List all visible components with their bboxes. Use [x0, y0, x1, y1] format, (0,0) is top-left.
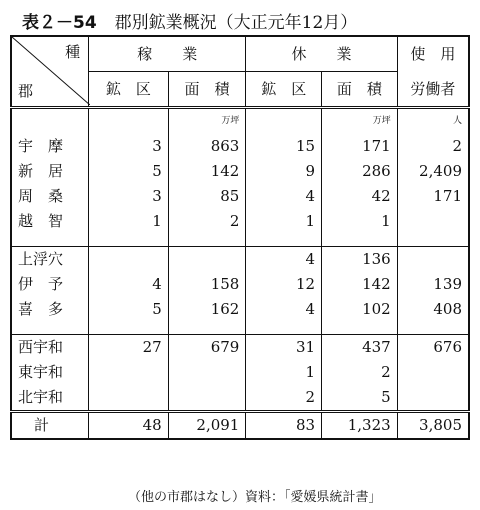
cell-c4: 142 [322, 272, 398, 297]
cell-c2 [168, 360, 246, 385]
cell-c2 [168, 247, 246, 273]
header-workers-bottom: 労働者 [397, 72, 469, 108]
cell-c3: 2 [246, 385, 322, 412]
cell-c4: 1,323 [322, 412, 398, 440]
table-caption: 郡別鉱業概況（大正元年12月） [114, 13, 358, 33]
header-active-mines: 鉱 区 [89, 72, 169, 108]
cell-c1: 1 [89, 209, 169, 234]
table-row [11, 247, 469, 273]
cell-c4: 437 [322, 335, 398, 361]
corner-county: 郡 [18, 82, 34, 100]
cell-c3: 15 [246, 134, 322, 159]
cell-c2: 162 [168, 297, 246, 322]
table-row [11, 335, 469, 361]
county-name: 計 [34, 416, 50, 434]
cell-c5 [397, 209, 469, 234]
cell-c5: 171 [397, 184, 469, 209]
cell-c2: 2,091 [168, 412, 246, 440]
table-row [11, 209, 469, 234]
cell-c3: 4 [246, 297, 322, 322]
cell-c2: 679 [168, 335, 246, 361]
cell-c3: 4 [246, 247, 322, 273]
cell-c1: 4 [89, 272, 169, 297]
cell-c1: 5 [89, 159, 169, 184]
table-number: 表２－54 [22, 13, 97, 33]
table-row [11, 360, 469, 385]
table-title [22, 8, 357, 33]
header-active: 稼 業 [89, 36, 246, 72]
cell-c1 [89, 360, 169, 385]
table-row [11, 184, 469, 209]
cell-c4: 2 [322, 360, 398, 385]
header-idle: 休 業 [246, 36, 397, 72]
unit-row [11, 108, 469, 135]
cell-c5 [397, 360, 469, 385]
cell-c1: 3 [89, 184, 169, 209]
county-name: 越 智 [18, 212, 64, 230]
table-row [11, 134, 469, 159]
cell-c3: 12 [246, 272, 322, 297]
county-name: 伊 予 [18, 275, 64, 293]
cell-c4: 102 [322, 297, 398, 322]
table-row [11, 297, 469, 322]
cell-c1: 3 [89, 134, 169, 159]
corner-kind: 種 [65, 43, 81, 61]
table-row [11, 385, 469, 412]
cell-c3: 4 [246, 184, 322, 209]
cell-c2: 2 [168, 209, 246, 234]
table-row [11, 272, 469, 297]
cell-c5: 2,409 [397, 159, 469, 184]
unit-workers: 人 [397, 108, 469, 135]
mining-table [10, 35, 470, 440]
county-name: 喜 多 [18, 300, 64, 318]
unit-area-idle: 万坪 [322, 108, 398, 135]
county-name: 東宇和 [18, 363, 64, 381]
cell-c3: 83 [246, 412, 322, 440]
header-idle-area: 面 積 [322, 72, 398, 108]
county-name: 新 居 [18, 162, 64, 180]
cell-c4: 171 [322, 134, 398, 159]
cell-c4: 136 [322, 247, 398, 273]
cell-c3: 31 [246, 335, 322, 361]
county-name: 西宇和 [18, 338, 64, 356]
source-note: （他の市郡はなし）資料：「愛媛県統計書」 [128, 490, 382, 505]
header-workers-top: 使 用 [397, 36, 469, 72]
cell-c3: 9 [246, 159, 322, 184]
county-name: 上浮穴 [18, 250, 64, 268]
cell-c1: 27 [89, 335, 169, 361]
cell-c1: 48 [89, 412, 169, 440]
cell-c2: 863 [168, 134, 246, 159]
cell-c1 [89, 385, 169, 412]
cell-c4: 286 [322, 159, 398, 184]
cell-c1 [89, 247, 169, 273]
cell-c2: 158 [168, 272, 246, 297]
cell-c5: 676 [397, 335, 469, 361]
cell-c5: 408 [397, 297, 469, 322]
cell-c3: 1 [246, 360, 322, 385]
cell-c4: 1 [322, 209, 398, 234]
cell-c4: 5 [322, 385, 398, 412]
county-name: 宇 摩 [18, 137, 64, 155]
cell-c5: 3,805 [397, 412, 469, 440]
cell-c2: 85 [168, 184, 246, 209]
cell-c5 [397, 247, 469, 273]
county-name: 周 桑 [18, 187, 64, 205]
unit-area: 万坪 [168, 108, 246, 135]
header-idle-mines: 鉱 区 [246, 72, 322, 108]
cell-c1: 5 [89, 297, 169, 322]
cell-c4: 42 [322, 184, 398, 209]
cell-c2: 142 [168, 159, 246, 184]
total-row [11, 412, 469, 440]
county-name: 北宇和 [18, 388, 64, 406]
corner-header [11, 36, 89, 108]
table-row [11, 159, 469, 184]
header-active-area: 面 積 [168, 72, 246, 108]
cell-c2 [168, 385, 246, 412]
cell-c5 [397, 385, 469, 412]
cell-c5: 2 [397, 134, 469, 159]
cell-c5: 139 [397, 272, 469, 297]
cell-c3: 1 [246, 209, 322, 234]
